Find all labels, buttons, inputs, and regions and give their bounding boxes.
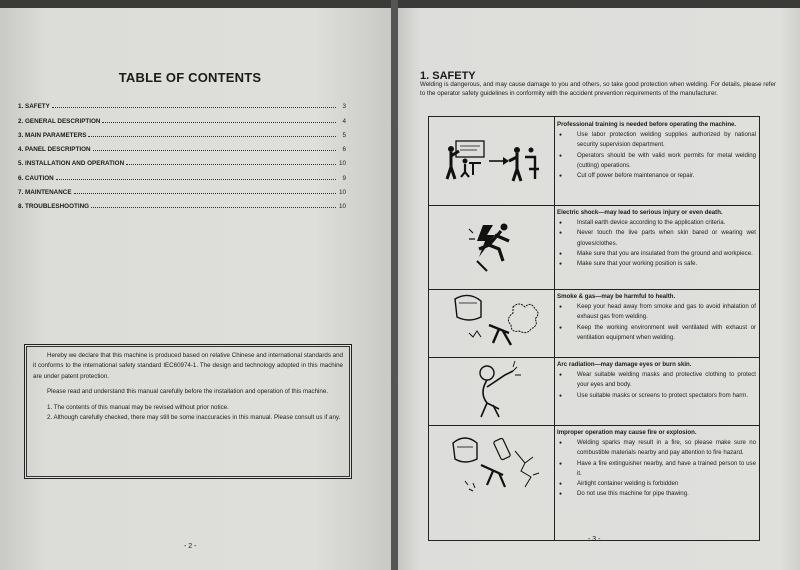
left-page: [0, 8, 393, 570]
training-pictogram: [429, 117, 555, 205]
safety-row-title: Arc radiation—may damage eyes or burn skin.: [557, 361, 692, 368]
safety-item: ● Use labor protection welding supplies authorized by national security supervision department.: [557, 130, 756, 150]
toc-entry: 2. GENERAL DESCRIPTION 4: [18, 117, 346, 125]
declaration-paragraph: Please read and understand this manual carefully before the installation and operation of this machine.: [47, 388, 329, 396]
safety-item: ● Wear suitable welding masks and protective clothing to protect your eyes and body.: [557, 370, 756, 390]
safety-item: ● Have a fire extinguisher nearby, and have a trained person to use it.: [557, 459, 756, 479]
toc-entry: 5. INSTALLATION AND OPERATION 10: [18, 160, 346, 168]
declaration-paragraph: Hereby we declare that this machine is produced based on relative Chinese and international standards and it conforms to the international safety standard IEC60974-1. The design and technology adopted in this machine are under patent protection.: [33, 352, 343, 380]
safety-table: [428, 116, 760, 541]
training-icon: [429, 117, 554, 205]
safety-item: ● Keep your head away from smoke and gas to avoid inhalation of exhaust gas from welding.: [557, 302, 756, 322]
toc-entry: 3. MAIN PARAMETERS 5: [18, 131, 346, 139]
safety-item: ● Install earth device according to the application criteria.: [557, 218, 756, 228]
safety-row: [429, 117, 759, 206]
safety-text: [557, 360, 756, 401]
declaration-box: [24, 344, 352, 479]
smoke-gas-pictogram: [429, 289, 555, 357]
safety-text: [557, 208, 756, 269]
safety-text: [557, 120, 756, 181]
section-heading: 1. SAFETY: [420, 70, 476, 82]
safety-row-title: Smoke & gas—may be harmful to health.: [557, 293, 676, 300]
toc-entry: 4. PANEL DESCRIPTION 6: [18, 146, 346, 154]
fire-explosion-icon: [429, 425, 554, 540]
toc-entry: 8. TROUBLESHOOTING 10: [18, 203, 346, 211]
arc-radiation-pictogram: [429, 357, 555, 425]
safety-row-title: Improper operation may cause fire or explosion.: [557, 429, 697, 436]
safety-item: ● Cut off power before maintenance or repair.: [557, 171, 756, 181]
toc-entry: 6. CAUTION 9: [18, 174, 346, 182]
toc-entry: 1. SAFETY 3: [18, 103, 346, 111]
safety-row: [429, 425, 759, 540]
safety-item: ● Make sure that you are insulated from the ground and workpiece.: [557, 249, 756, 259]
electric-shock-pictogram: [429, 205, 555, 289]
safety-item: ● Do not use this machine for pipe thawing.: [557, 489, 756, 499]
toc-entry: 7. MAINTENANCE 10: [18, 189, 346, 197]
page-number-right: - 3 -: [588, 536, 601, 543]
safety-row-title: Professional training is needed before operating the machine.: [557, 121, 737, 128]
safety-text: [557, 428, 756, 499]
safety-row-title: Electric shock—may lead to serious injury or even death.: [557, 209, 723, 216]
book-spine: [391, 0, 398, 570]
declaration-note: 1. The contents of this manual may be revised without prior notice.: [47, 403, 229, 411]
safety-item: ● Make sure that your working position is safe.: [557, 259, 756, 269]
safety-item: ● Keep the working environment well ventilated with exhaust or ventilation equipment when welding.: [557, 323, 756, 343]
safety-item: ● Use suitable masks or screens to protect spectators from harm.: [557, 391, 756, 401]
safety-item: ● Never touch the live parts when skin bared or wearing wet gloves/clothes.: [557, 228, 756, 248]
lightning-person-icon: [429, 205, 554, 289]
intro-paragraph: Welding is dangerous, and may cause damage to you and others, so take good protection when welding. For details, please refer to the operator safety guidelines in conformity with the accident prevention requirements of the manufacturer.: [420, 81, 776, 97]
safety-row: [429, 205, 759, 290]
toc-title: TABLE OF CONTENTS: [118, 70, 262, 85]
welder-icon: [429, 357, 554, 425]
safety-item: ● Operators should be with valid work permits for metal welding (cutting) operations.: [557, 151, 756, 171]
safety-item: ● Welding sparks may result in a fire, so please make sure no combustible materials nearby and pay attention to fire hazard.: [557, 438, 756, 458]
declaration-note: 2. Although carefully checked, there may still be some inaccuracies in this manual. Please consult us if any.: [47, 414, 341, 422]
safety-text: [557, 292, 756, 343]
table-of-contents: [18, 96, 346, 210]
safety-row: [429, 289, 759, 358]
safety-row: [429, 357, 759, 426]
fire-explosion-pictogram: [429, 425, 555, 540]
smoke-gas-icon: [429, 289, 554, 357]
page-number-left: - 2 -: [184, 543, 197, 550]
safety-item: ● Airtight container welding is forbidden: [557, 479, 756, 489]
